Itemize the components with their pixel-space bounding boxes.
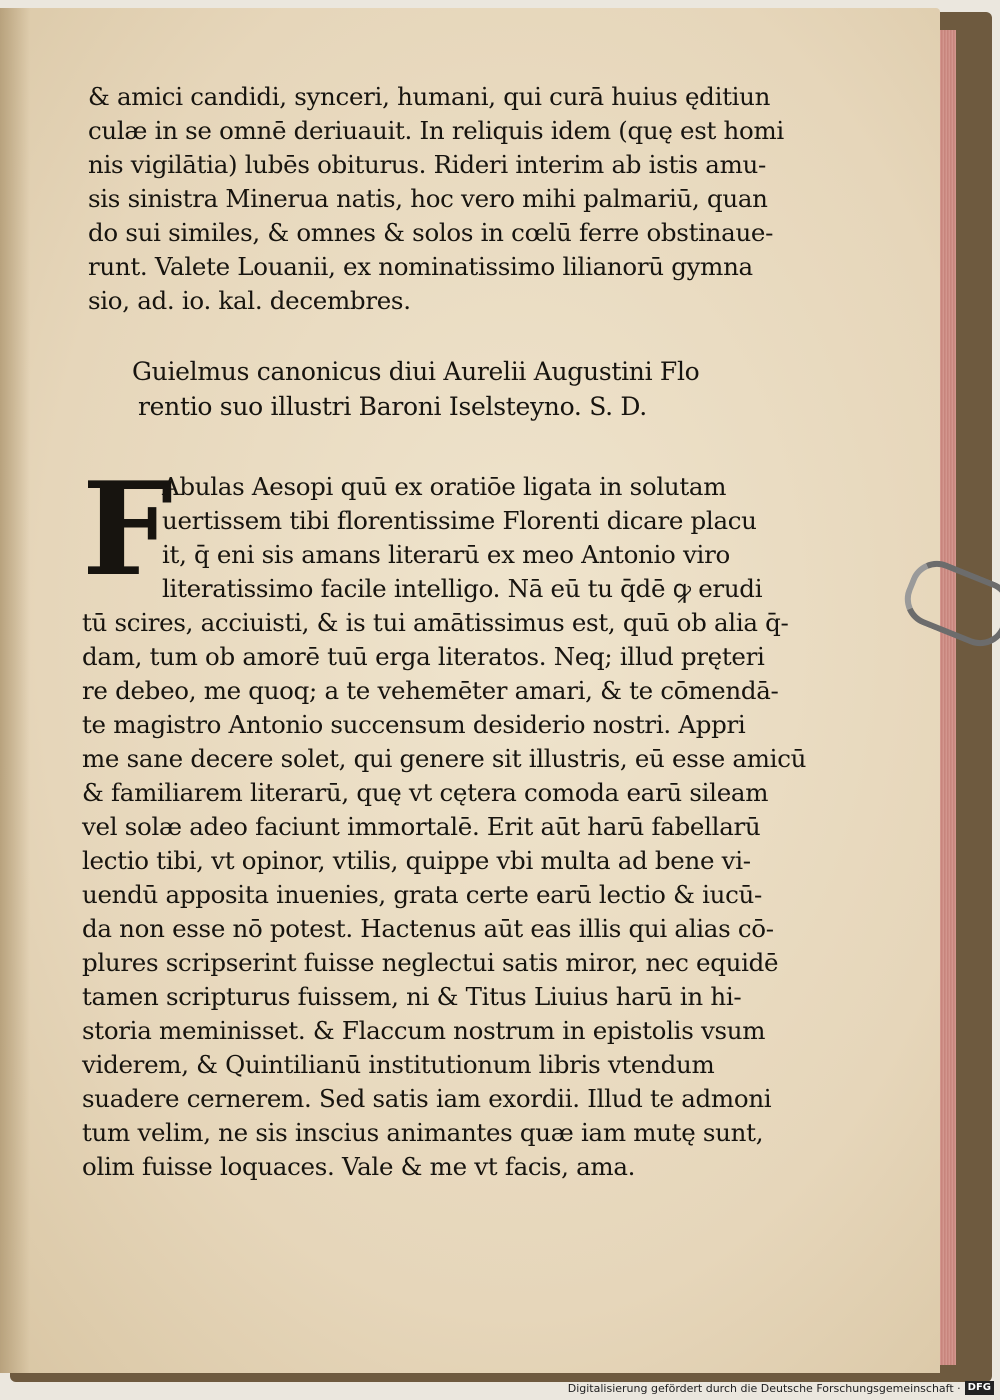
letter-body <box>82 455 807 1184</box>
text-line: tū scires, acciuisti, & is tui amātissimus est, quū ob alia q̄- <box>82 608 789 637</box>
text-line: re debeo, me quoq; a te vehemēter amari, & te cōmendā- <box>82 676 779 705</box>
letter-full-lines <box>82 606 807 1184</box>
text-line: sis sinistra Minerua natis, hoc vero mihi palmariū, quan <box>88 184 768 213</box>
dfg-logo: DFG <box>965 1381 994 1395</box>
text-line: plures scripserint fuisse neglectui satis miror, nec equidē <box>82 948 779 977</box>
preface-closing-paragraph <box>88 80 782 318</box>
text-line: da non esse nō potest. Hactenus aūt eas illis qui alias cō- <box>82 914 774 943</box>
text-line: sio, ad. io. kal. decembres. <box>88 286 411 315</box>
text-line: do sui similes, & omnes & solos in cœlū ferre obstinaue- <box>88 218 774 247</box>
text-line: viderem, & Quintilianū institutionum libris vtendum <box>82 1050 715 1079</box>
text-line: lectio tibi, vt opinor, vtilis, quippe vbi multa ad bene vi- <box>82 846 751 875</box>
letter-indented-lines <box>162 470 782 606</box>
text-line: me sane decere solet, qui genere sit illustris, eū esse amicū <box>82 744 807 773</box>
text-line: & amici candidi, synceri, humani, qui curā huius ęditiun <box>88 82 771 111</box>
text-line: it, q̄ eni sis amans literarū ex meo Antonio viro <box>162 540 730 569</box>
text-line: vel solæ adeo faciunt immortalē. Erit aūt harū fabellarū <box>82 812 761 841</box>
digitization-credit <box>568 1380 994 1396</box>
text-line: te magistro Antonio succensum desiderio nostri. Appri <box>82 710 746 739</box>
text-line: literatissimo facile intelligo. Nā eū tu q̄dē ꝙ erudi <box>162 574 763 603</box>
text-line: & familiarem literarū, quę vt cętera comoda earū sileam <box>82 778 769 807</box>
text-line: tamen scripturus fuissem, ni & Titus Liuius harū in hi- <box>82 982 742 1011</box>
page-gutter-shadow <box>0 8 30 1373</box>
credit-text: Digitalisierung gefördert durch die Deutsche Forschungsgemeinschaft · <box>567 1381 961 1395</box>
drop-capital: F <box>82 455 173 605</box>
text-line: olim fuisse loquaces. Vale & me vt facis, ama. <box>82 1152 636 1181</box>
text-line: storia meminisset. & Flaccum nostrum in epistolis vsum <box>82 1016 766 1045</box>
heading-line: rentio suo illustri Baroni Iselsteyno. S. D. <box>138 392 647 421</box>
text-line: dam, tum ob amorē tuū erga literatos. Neq; illud pręteri <box>82 642 765 671</box>
text-line: nis vigilātia) lubēs obiturus. Rideri interim ab istis amu- <box>88 150 766 179</box>
page-text <box>82 80 807 1184</box>
text-line: runt. Valete Louanii, ex nominatissimo lilianorū gymna <box>88 252 753 281</box>
text-line: tum velim, ne sis inscius animantes quæ iam mutę sunt, <box>82 1118 764 1147</box>
text-line: uertissem tibi florentissime Florenti dicare placu <box>162 506 757 535</box>
letter-heading <box>132 354 782 424</box>
text-line: culæ in se omnē deriuauit. In reliquis idem (quę est homi <box>88 116 784 145</box>
text-line: suadere cernerem. Sed satis iam exordii. Illud te admoni <box>82 1084 772 1113</box>
text-line: uendū apposita inuenies, grata certe earū lectio & iucū- <box>82 880 762 909</box>
heading-line: Guielmus canonicus diui Aurelii Augustini Flo <box>132 357 700 386</box>
text-line: Abulas Aesopi quū ex oratiōe ligata in solutam <box>162 472 727 501</box>
